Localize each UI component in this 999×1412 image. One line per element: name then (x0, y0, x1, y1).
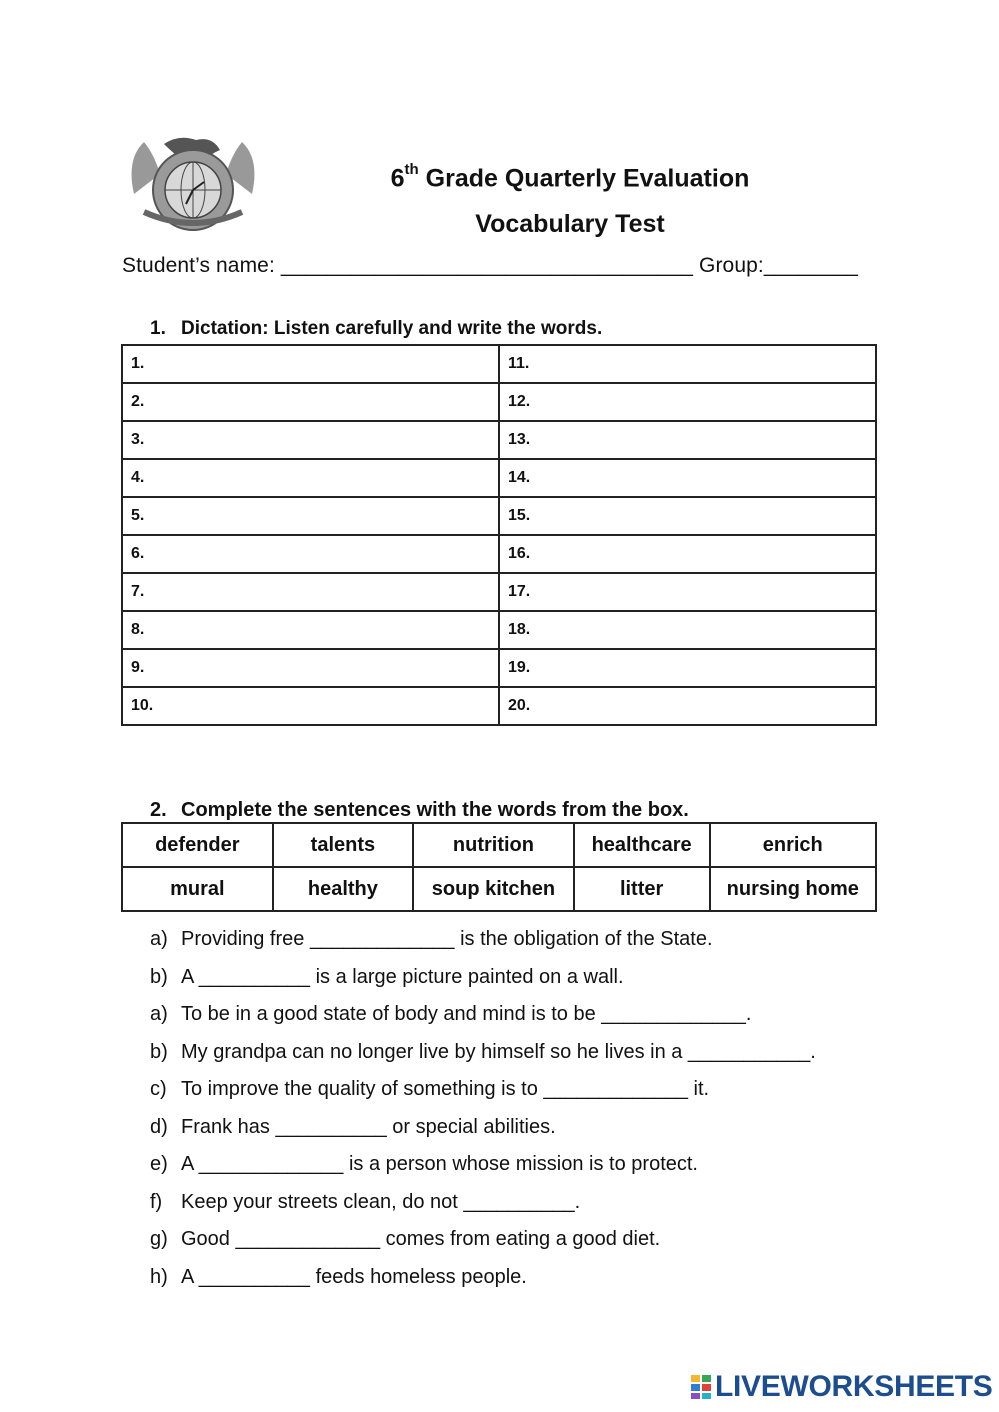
sentence-text[interactable]: To improve the quality of something is to _____________ it. (181, 1078, 710, 1100)
dictation-cell[interactable]: 2. (122, 383, 499, 421)
student-name-group-line[interactable]: Student’s name: ___________________________________ Group:________ (122, 254, 859, 277)
title-superscript: th (404, 161, 419, 178)
sentence-text[interactable]: A __________ feeds homeless people. (181, 1265, 527, 1288)
table-row (122, 421, 876, 459)
dictation-cell[interactable]: 15. (499, 497, 876, 535)
dictation-table (121, 344, 877, 726)
dictation-cell[interactable]: 17. (499, 573, 876, 611)
dictation-cell[interactable]: 20. (499, 687, 876, 725)
dictation-cell[interactable]: 7. (122, 573, 499, 611)
word-box-cell: mural (122, 867, 273, 911)
sentence-letter: g) (150, 1228, 168, 1250)
sentence-list (150, 926, 816, 1301)
section2-text: Complete the sentences with the words from the box. (181, 799, 689, 821)
word-box-cell: nutrition (413, 823, 574, 867)
sentence-item (150, 1151, 816, 1189)
table-row (122, 383, 876, 421)
sentence-item (150, 1001, 816, 1039)
dictation-cell[interactable]: 8. (122, 611, 499, 649)
sentence-item (150, 964, 816, 1002)
watermark-text: LIVEWORKSHEETS (715, 1370, 993, 1403)
section1-number: 1. (150, 318, 166, 339)
dictation-cell[interactable]: 11. (499, 345, 876, 383)
sentence-text[interactable]: My grandpa can no longer live by himself so he lives in a ___________. (181, 1040, 816, 1063)
word-box-row (122, 823, 876, 867)
page-subtitle: Vocabulary Test (475, 210, 665, 238)
word-box-row (122, 867, 876, 911)
sentence-item (150, 1076, 816, 1114)
sentence-text[interactable]: Providing free _____________ is the obligation of the State. (181, 928, 713, 950)
sentence-text[interactable]: Good _____________ comes from eating a good diet. (181, 1228, 661, 1250)
sentence-item (150, 1039, 816, 1077)
title-rest: Grade Quarterly Evaluation (418, 164, 750, 193)
dictation-cell[interactable]: 1. (122, 345, 499, 383)
table-row (122, 687, 876, 725)
sentence-letter: a) (150, 1003, 168, 1025)
sentence-item (150, 1189, 816, 1227)
word-box-cell: litter (574, 867, 710, 911)
sentence-letter: d) (150, 1115, 168, 1138)
sentence-text[interactable]: Frank has __________ or special abilities. (181, 1115, 556, 1138)
section1-title (150, 318, 602, 340)
sentence-letter: c) (150, 1078, 167, 1100)
table-row (122, 573, 876, 611)
sentence-text[interactable]: A _____________ is a person whose mission is to protect. (181, 1153, 698, 1175)
dictation-cell[interactable]: 16. (499, 535, 876, 573)
sentence-letter: e) (150, 1153, 168, 1175)
dictation-cell[interactable]: 5. (122, 497, 499, 535)
sentence-text[interactable]: A __________ is a large picture painted on a wall. (181, 965, 624, 988)
liveworksheets-logo-icon (690, 1374, 712, 1400)
school-seal-icon (124, 134, 262, 234)
sentence-item (150, 1226, 816, 1264)
sentence-item (150, 1114, 816, 1152)
sentence-letter: b) (150, 1040, 168, 1063)
page-title (300, 161, 840, 193)
word-box-cell: defender (122, 823, 273, 867)
sentence-letter: b) (150, 965, 168, 988)
sentence-letter: a) (150, 928, 168, 950)
table-row (122, 611, 876, 649)
dictation-cell[interactable]: 9. (122, 649, 499, 687)
word-box-cell: healthy (273, 867, 414, 911)
word-box-cell: soup kitchen (413, 867, 574, 911)
sentence-text[interactable]: Keep your streets clean, do not __________. (181, 1190, 581, 1213)
word-box-cell: healthcare (574, 823, 710, 867)
word-box (121, 822, 877, 912)
table-row (122, 459, 876, 497)
word-box-cell: enrich (710, 823, 876, 867)
table-row (122, 497, 876, 535)
dictation-cell[interactable]: 3. (122, 421, 499, 459)
dictation-cell[interactable]: 6. (122, 535, 499, 573)
dictation-cell[interactable]: 18. (499, 611, 876, 649)
dictation-cell[interactable]: 4. (122, 459, 499, 497)
section2-title (150, 799, 689, 822)
dictation-cell[interactable]: 19. (499, 649, 876, 687)
dictation-cell[interactable]: 12. (499, 383, 876, 421)
section2-number: 2. (150, 799, 167, 821)
title-number: 6 (390, 164, 405, 193)
section1-text: Dictation: Listen carefully and write the words. (181, 318, 603, 339)
dictation-cell[interactable]: 13. (499, 421, 876, 459)
sentence-item (150, 1264, 816, 1302)
sentence-item (150, 926, 816, 964)
dictation-cell[interactable]: 10. (122, 687, 499, 725)
liveworksheets-watermark[interactable] (690, 1370, 993, 1404)
sentence-letter: f) (150, 1190, 163, 1213)
table-row (122, 345, 876, 383)
table-row (122, 649, 876, 687)
sentence-letter: h) (150, 1265, 168, 1288)
dictation-cell[interactable]: 14. (499, 459, 876, 497)
table-row (122, 535, 876, 573)
word-box-cell: nursing home (710, 867, 876, 911)
word-box-cell: talents (273, 823, 414, 867)
sentence-text[interactable]: To be in a good state of body and mind is to be _____________. (181, 1003, 752, 1025)
